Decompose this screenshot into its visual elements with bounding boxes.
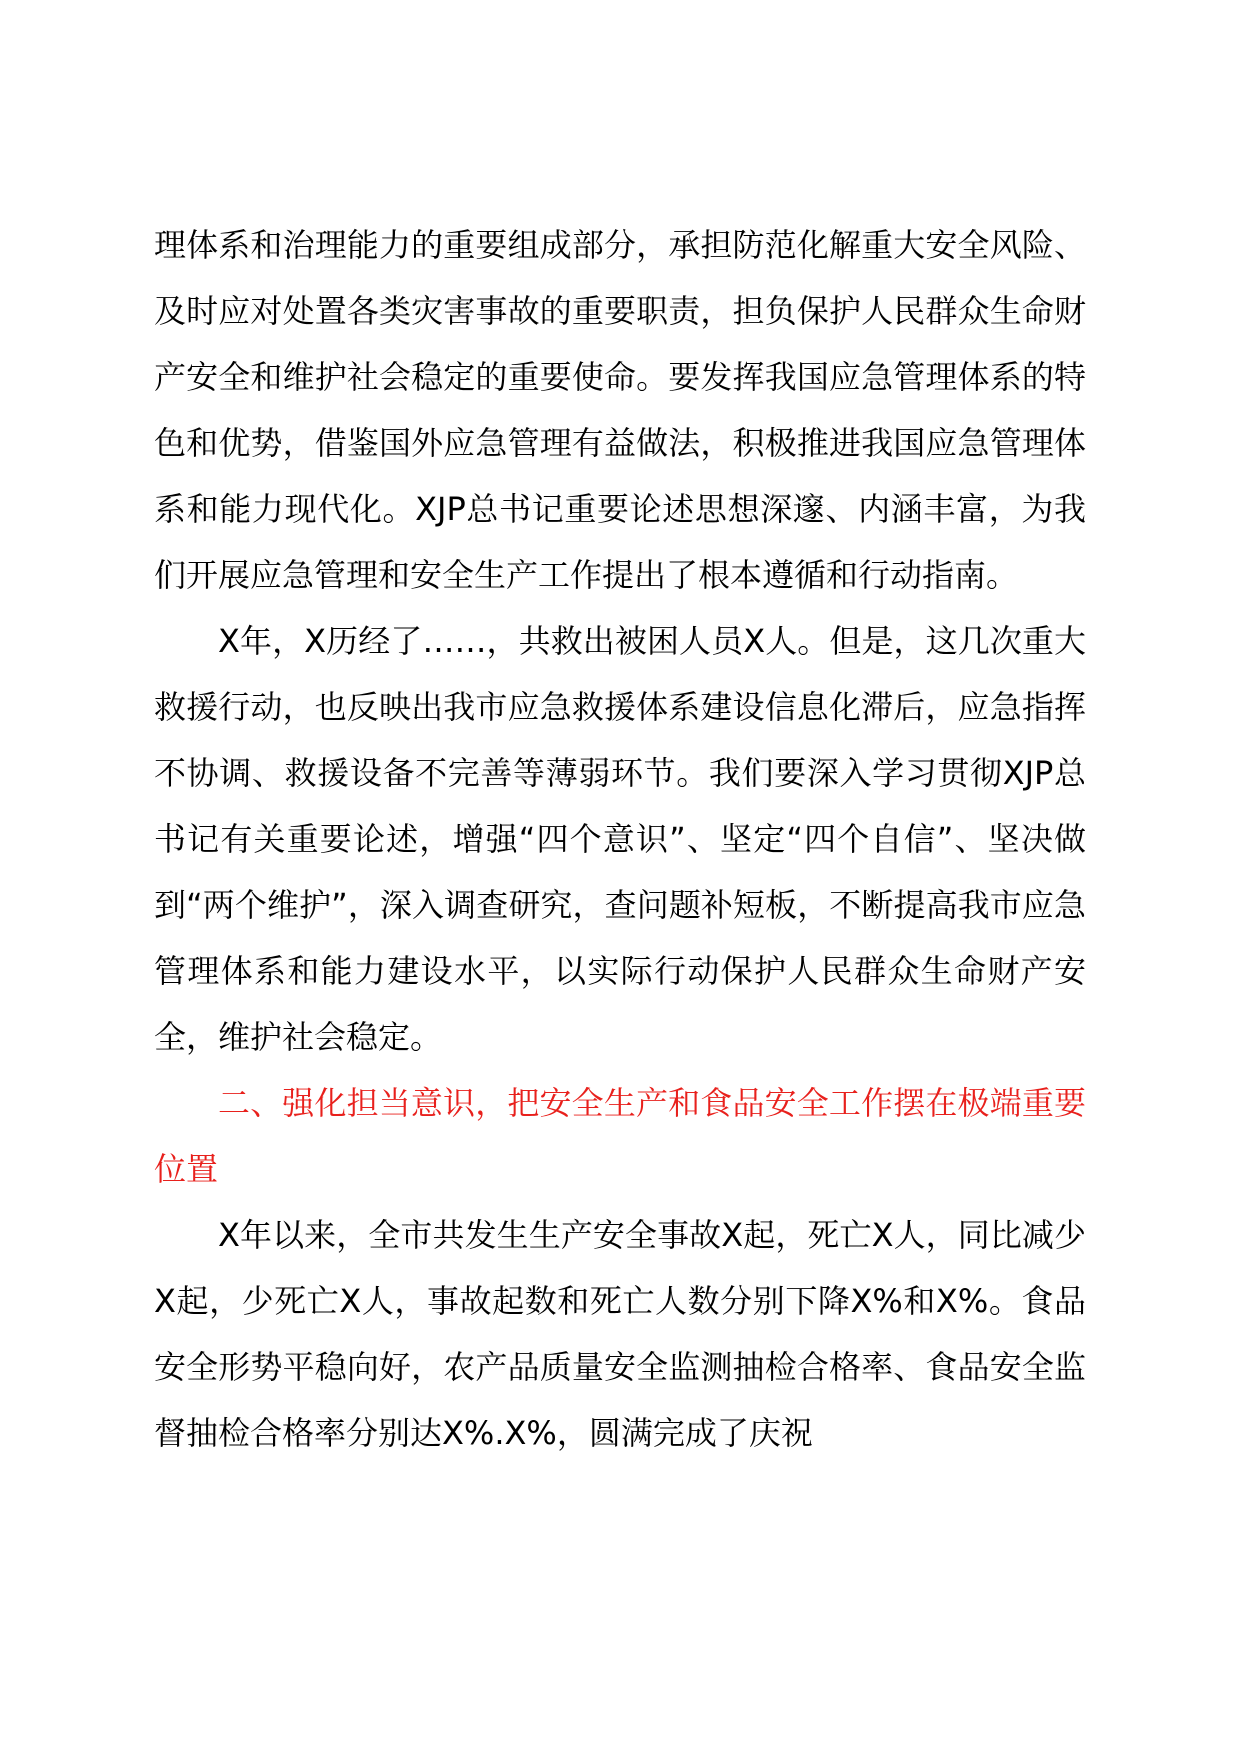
body-paragraph-2: X年，X历经了……，共救出被困人员X人。但是，这几次重大救援行动，也反映出我市应急救援体系建设信息化滞后，应急指挥不协调、救援设备不完善等薄弱环节。我们要深入学习贯彻XJP总书记有关重要论述，增强“四个意识”、坚定“四个自信”、坚决做到“两个维护”，深入调查研究，查问题补短板，不断提高我市应急管理体系和能力建设水平，以实际行动保护人民群众生命财产安全，维护社会稳定。 — [154, 622, 1086, 1056]
body-paragraph-3: X年以来，全市共发生生产安全事故X起，死亡X人，同比减少X起，少死亡X人，事故起数和死亡人数分别下降X%和X%。食品安全形势平稳向好，农产品质量安全监测抽检合格率、食品安全监督抽检合格率分别达X%.X%，圆满完成了庆祝 — [154, 1216, 1086, 1452]
section-heading: 二、强化担当意识，把安全生产和食品安全工作摆在极端重要位置 — [154, 1084, 1086, 1188]
body-paragraph-1: 理体系和治理能力的重要组成部分，承担防范化解重大安全风险、及时应对处置各类灾害事故的重要职责，担负保护人民群众生命财产安全和维护社会稳定的重要使命。要发挥我国应急管理体系的特色和优势，借鉴国外应急管理有益做法，积极推进我国应急管理体系和能力现代化。XJP总书记重要论述思想深邃、内涵丰富，为我们开展应急管理和安全生产工作提出了根本遵循和行动指南。 — [154, 226, 1086, 594]
document-body — [154, 212, 1086, 1466]
